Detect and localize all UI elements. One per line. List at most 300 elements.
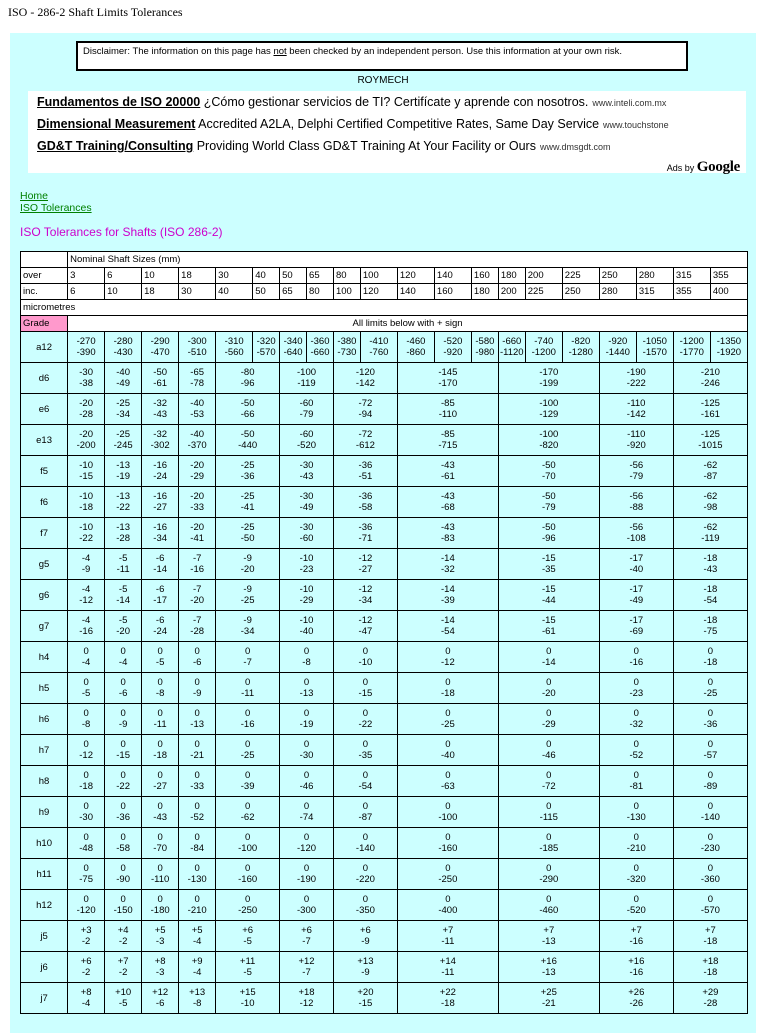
ad-headline-link[interactable]: Dimensional Measurement [37,117,196,131]
lower-limit: -1440 [605,347,630,358]
lower-limit: -9 [361,936,370,947]
lower-limit: -18 [703,657,718,668]
upper-limit: -120 [355,367,375,378]
upper-limit: 0 [194,646,200,657]
upper-limit: -25 [240,491,255,502]
size-over: 80 [333,268,360,284]
lower-limit: -52 [629,750,644,761]
tolerance-cell [105,425,142,456]
upper-limit: +14 [439,956,456,967]
upper-limit: 0 [362,894,369,905]
lower-limit: -250 [438,874,458,885]
tolerance-cell [216,549,280,580]
upper-limit: 0 [445,832,451,843]
tolerance-cell [280,704,334,735]
upper-limit: +8 [154,956,166,967]
upper-limit: -17 [629,584,644,595]
tolerance-cell [599,332,636,363]
lower-limit: -1280 [568,347,593,358]
tolerance-cell [105,828,142,859]
tolerance-cell [333,952,397,983]
lower-limit: -90 [116,874,130,885]
tolerance-cell [333,642,397,673]
tolerance-cell [498,921,599,952]
tolerance-cell [280,952,334,983]
tolerance-cell [397,952,498,983]
tolerance-cell [599,952,673,983]
upper-limit: 0 [707,739,714,750]
size-inc: 10 [105,284,142,300]
lower-limit: -6 [155,998,165,1009]
lower-limit: -119 [297,378,316,389]
lower-limit: -41 [190,533,205,544]
disclaimer-emphasis: not [273,46,287,57]
upper-limit: -280 [113,336,133,347]
tolerance-cell [68,332,105,363]
tolerance-cell [216,611,280,642]
tolerance-cell [333,394,397,425]
upper-limit: 0 [194,832,200,843]
lower-limit: -96 [541,533,556,544]
lower-limit: -150 [113,905,133,916]
tolerance-cell [68,487,105,518]
tolerance-cell [216,983,280,1014]
upper-limit: -50 [541,491,556,502]
lower-limit: -15 [358,688,373,699]
grade-label: g5 [21,549,68,580]
tolerance-cell [179,487,216,518]
lower-limit: -34 [240,626,255,637]
lower-limit: -20 [541,688,556,699]
tolerance-cell [397,518,498,549]
upper-limit: -4 [81,615,91,626]
tolerance-cell [142,456,179,487]
upper-limit: -18 [703,553,718,564]
upper-limit: -60 [299,429,314,440]
tolerance-cell [179,363,216,394]
tolerance-cell [179,859,216,890]
size-over: 180 [498,268,525,284]
lower-limit: -25 [240,595,255,606]
tolerance-cell [673,580,747,611]
upper-limit: -32 [153,429,168,440]
lower-limit: -13 [190,719,205,730]
ad-item[interactable] [37,117,669,131]
lower-limit: -24 [153,471,168,482]
upper-limit: -30 [299,522,314,533]
upper-limit: +29 [702,987,719,998]
tolerance-cell [179,518,216,549]
lower-limit: -22 [358,719,373,730]
lower-limit: -44 [541,595,556,606]
lower-limit: -11 [116,564,130,575]
upper-limit: 0 [244,863,251,874]
tolerance-cell [673,673,747,704]
upper-limit: 0 [303,801,310,812]
lower-limit: -13 [541,936,556,947]
upper-limit: 0 [194,863,200,874]
tolerance-cell [68,642,105,673]
tolerance-cell [179,332,216,363]
lower-limit: -13 [299,688,314,699]
tolerance-cell [333,673,397,704]
upper-limit: 0 [194,801,200,812]
upper-limit: 0 [445,863,451,874]
lower-limit: -8 [192,998,202,1009]
tolerance-cell [333,518,397,549]
upper-limit: 0 [303,708,310,719]
inc-label: inc. [21,284,68,300]
upper-limit: -16 [153,491,168,502]
lower-limit: -41 [240,502,255,513]
tolerance-cell [673,797,747,828]
lower-limit: -28 [190,626,205,637]
tolerance-cell [105,642,142,673]
lower-limit: -920 [626,440,646,451]
upper-limit: -25 [240,522,255,533]
tolerance-cell [333,983,397,1014]
upper-limit: 0 [546,894,552,905]
size-over: 140 [434,268,471,284]
grade-label: e13 [21,425,68,456]
lower-limit: -660 [310,347,330,358]
tolerance-cell [498,704,599,735]
lower-limit: -46 [299,781,314,792]
lower-limit: -15 [79,471,93,482]
tolerance-cell [599,890,673,921]
tolerance-cell [216,363,280,394]
tolerance-cell [673,642,747,673]
upper-limit: +16 [628,956,645,967]
tolerance-cell [105,518,142,549]
lower-limit: -730 [337,347,357,358]
upper-limit: -13 [116,491,130,502]
lower-limit: -142 [355,378,375,389]
tolerance-cell [142,363,179,394]
upper-limit: 0 [546,708,552,719]
lower-limit: -36 [703,719,718,730]
lower-limit: -61 [541,626,556,637]
upper-limit: 0 [244,894,251,905]
upper-limit: 0 [157,677,163,688]
ad-headline-link[interactable]: Fundamentos de ISO 20000 [37,95,201,109]
upper-limit: 0 [157,708,163,719]
upper-limit: -18 [703,615,718,626]
lower-limit: -39 [441,595,455,606]
upper-limit: +11 [239,956,256,967]
lower-limit: -7 [243,657,252,668]
tolerance-cell [599,921,673,952]
ad-panel [28,91,746,173]
tolerance-cell [636,332,673,363]
size-inc: 80 [307,284,334,300]
lower-limit: -9 [361,967,370,978]
tolerance-cell [280,859,334,890]
tolerance-cell [333,735,397,766]
lower-limit: -5 [81,688,91,699]
lower-limit: -400 [438,905,458,916]
tolerance-cell [179,611,216,642]
size-inc: 160 [434,284,471,300]
tolerance-cell [599,704,673,735]
grade-label: e6 [21,394,68,425]
tolerance-cell [179,580,216,611]
lower-limit: -78 [190,378,205,389]
lower-limit: -79 [629,471,644,482]
page-heading: ISO Tolerances for Shafts (ISO 286-2) [20,225,223,239]
upper-limit: 0 [445,708,451,719]
tolerance-cell [280,983,334,1014]
lower-limit: -2 [118,967,128,978]
tolerance-cell [179,642,216,673]
tolerance-cell [397,983,498,1014]
tolerance-cell [673,921,747,952]
tolerance-cell [599,611,673,642]
lower-limit: -40 [299,626,314,637]
upper-limit: 0 [157,801,163,812]
upper-limit: -5 [118,584,128,595]
tolerance-cell [397,580,498,611]
lower-limit: -1570 [642,347,667,358]
lower-limit: -21 [541,998,556,1009]
upper-limit: -920 [608,336,628,347]
upper-limit: 0 [244,801,251,812]
tolerance-cell [333,828,397,859]
upper-limit: -460 [406,336,426,347]
tolerance-cell [68,859,105,890]
upper-limit: +8 [80,987,92,998]
upper-limit: -15 [541,553,556,564]
lower-limit: -370 [187,440,207,451]
tolerance-cell [179,797,216,828]
tolerance-cell [280,766,334,797]
tolerance-cell [280,797,334,828]
upper-limit: 0 [362,739,369,750]
upper-limit: 0 [633,677,639,688]
lower-limit: -16 [629,967,644,978]
lower-limit: -142 [626,409,646,420]
lower-limit: -26 [629,998,644,1009]
tolerance-cell [105,952,142,983]
lower-limit: -1920 [716,347,742,358]
tolerance-cell [333,611,397,642]
tolerance-cell [68,828,105,859]
upper-limit: +12 [298,956,315,967]
lower-limit: -115 [539,812,558,823]
lower-limit: -81 [629,781,644,792]
size-inc: 315 [636,284,673,300]
tolerance-cell [216,797,280,828]
lower-limit: -28 [79,409,93,420]
tolerance-cell [105,983,142,1014]
tolerance-cell [673,952,747,983]
upper-limit: -270 [76,336,96,347]
tolerance-cell [179,983,216,1014]
lower-limit: -36 [116,812,130,823]
lower-limit: -3 [155,936,165,947]
tolerance-cell [599,859,673,890]
tolerance-cell [105,673,142,704]
lower-limit: -520 [626,905,646,916]
nominal-sizes-label: Nominal Shaft Sizes (mm) [68,252,748,268]
tolerance-cell [179,456,216,487]
tolerance-cell [280,363,334,394]
upper-limit: -10 [299,553,314,564]
lower-limit: -119 [701,533,720,544]
lower-limit: -61 [441,471,455,482]
tolerance-cell [216,890,280,921]
grade-label: a12 [21,332,68,363]
lower-limit: -25 [703,688,718,699]
upper-limit: 0 [633,739,639,750]
home-link[interactable]: Home [20,190,49,202]
lower-limit: -11 [441,967,455,978]
ad-headline-link[interactable]: GD&T Training/Consulting [37,139,194,153]
grade-label: h10 [21,828,68,859]
size-inc: 18 [142,284,179,300]
lower-limit: -510 [187,347,207,358]
upper-limit: 0 [83,894,89,905]
tolerance-cell [397,797,498,828]
upper-limit: -580 [475,336,495,347]
shaft-tolerance-table [20,251,748,1014]
upper-limit: -6 [155,553,165,564]
ad-item[interactable] [37,95,666,109]
lower-limit: -61 [153,378,168,389]
lower-limit: -10 [240,998,255,1009]
upper-limit: -410 [369,336,389,347]
tolerance-cell [397,642,498,673]
size-over: 280 [636,268,673,284]
grade-label: h6 [21,704,68,735]
tolerance-cell [179,890,216,921]
upper-limit: -4 [81,553,91,564]
tolerance-cell [216,332,253,363]
lower-limit: -88 [629,502,644,513]
tolerance-cell [673,983,747,1014]
upper-limit: 0 [83,770,89,781]
upper-limit: 0 [120,739,126,750]
upper-limit: -1050 [642,336,667,347]
upper-limit: -6 [155,584,165,595]
upper-limit: 0 [445,646,451,657]
tolerance-cell [397,549,498,580]
tolerance-cell [142,859,179,890]
lower-limit: -69 [629,626,644,637]
upper-limit: -13 [116,522,130,533]
lower-limit: -8 [155,688,165,699]
tolerance-cell [333,859,397,890]
lower-limit: -129 [539,409,559,420]
upper-limit: -14 [441,615,455,626]
tolerance-cell [434,332,471,363]
tolerance-cell [333,921,397,952]
tolerance-cell [599,797,673,828]
lower-limit: -1770 [679,347,704,358]
upper-limit: -20 [190,522,205,533]
ad-url[interactable]: www.inteli.com.mx [592,98,667,108]
upper-limit: -340 [283,336,303,347]
lower-limit: -18 [441,998,455,1009]
tolerance-cell [498,983,599,1014]
upper-limit: 0 [120,708,126,719]
tolerance-cell [105,704,142,735]
lower-limit: -12 [79,750,93,761]
lower-limit: -612 [355,440,375,451]
lower-limit: -4 [81,998,91,1009]
tolerance-cell [216,456,280,487]
upper-limit: +22 [439,987,456,998]
upper-limit: 0 [633,863,639,874]
lower-limit: -9 [192,688,202,699]
ad-url[interactable]: www.dmsgdt.com [539,142,611,152]
upper-limit: -12 [358,615,373,626]
iso-tolerances-link[interactable]: ISO Tolerances [20,202,92,214]
upper-limit: 0 [120,801,126,812]
lower-limit: -38 [79,378,93,389]
lower-limit: -760 [369,347,389,358]
lower-limit: -28 [703,998,718,1009]
tolerance-cell [216,487,280,518]
lower-limit: -130 [626,812,646,823]
lower-limit: -220 [355,874,375,885]
lower-limit: -100 [438,812,458,823]
upper-limit: -36 [358,491,373,502]
tolerance-cell [397,921,498,952]
tolerance-cell [673,766,747,797]
lower-limit: -4 [118,657,128,668]
tolerance-cell [397,487,498,518]
lower-limit: -11 [153,719,167,730]
ad-url[interactable]: www.touchstone [603,120,669,130]
size-over: 315 [673,268,710,284]
lower-limit: -15 [358,998,373,1009]
tolerance-cell [216,921,280,952]
upper-limit: -125 [700,398,720,409]
tolerance-cell [216,425,280,456]
upper-limit: -16 [153,522,168,533]
tolerance-cell [673,363,747,394]
tolerance-cell [68,704,105,735]
upper-limit: 0 [633,801,639,812]
lower-limit: -29 [299,595,314,606]
tolerance-cell [142,797,179,828]
tolerance-cell [280,673,334,704]
tolerance-cell [397,828,498,859]
upper-limit: 0 [83,739,89,750]
tolerance-cell [142,487,179,518]
lower-limit: -11 [241,688,255,699]
over-label: over [21,268,68,284]
lower-limit: -140 [700,812,720,823]
ads-by-google[interactable] [667,159,740,176]
tolerance-cell [673,735,747,766]
upper-limit: 0 [707,770,714,781]
tolerance-cell [498,580,599,611]
lower-limit: -3 [155,967,165,978]
lower-limit: -1200 [531,347,556,358]
lower-limit: -570 [700,905,720,916]
ad-item[interactable] [37,139,611,153]
upper-limit: -9 [243,615,252,626]
lower-limit: -520 [297,440,317,451]
lower-limit: -15 [116,750,130,761]
upper-limit: 0 [546,646,552,657]
upper-limit: 0 [244,646,251,657]
tolerance-cell [105,363,142,394]
tolerance-cell [68,983,105,1014]
lower-limit: -140 [355,843,375,854]
